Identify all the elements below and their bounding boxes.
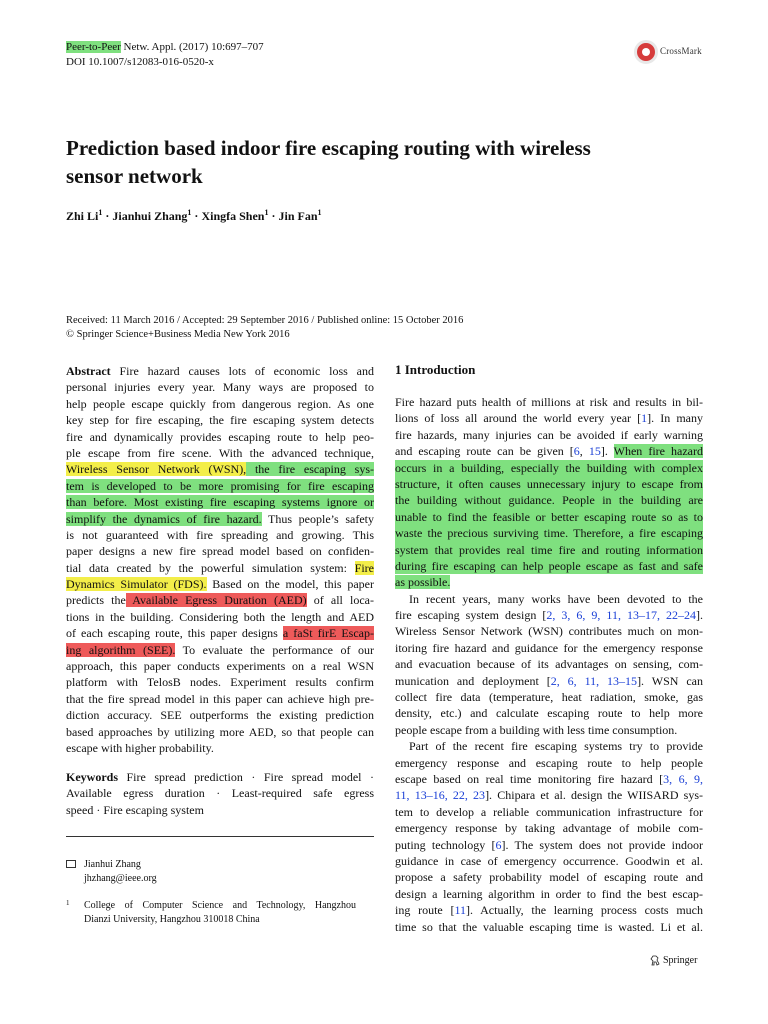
- highlight-green[interactable]: occurs in a building, especially the building with complex: [395, 460, 703, 475]
- abstract-text: predicts the: [66, 593, 126, 608]
- author-name[interactable]: Xingfa Shen: [201, 209, 265, 223]
- abstract-text: fire and dynamically provides escaping route to help peo-: [66, 429, 374, 444]
- highlight-green[interactable]: structure, it often causes unnecessary injury to escape from: [395, 476, 703, 491]
- abstract-text: tions in the building. Considering both the length and AED: [66, 609, 374, 624]
- journal-citation: [66, 40, 264, 55]
- abstract-text: platform with TelosB nodes. Experiment results confirm: [66, 675, 374, 690]
- abstract-text: paper designs a new fire spread model based on confiden-: [66, 544, 374, 559]
- highlight-red[interactable]: ing algorithm (SEE).: [66, 642, 176, 657]
- crossmark-badge[interactable]: [634, 40, 714, 64]
- highlight-green[interactable]: simplify the dynamics of fire hazard.: [66, 511, 262, 526]
- intro-text: density, etc.) and calculate escaping route to help more: [395, 706, 703, 721]
- author-separator: ·: [268, 209, 279, 223]
- intro-text: In recent years, many works have been devoted to the: [409, 591, 703, 606]
- intro-text: emergency response and escaping route to help people: [395, 755, 703, 770]
- affiliation-text: Dianzi University, Hangzhou 310018 China: [84, 914, 260, 925]
- intro-text: ]. In many: [647, 411, 704, 426]
- abstract-text: approach, this paper conducts experiments on a real WSN: [66, 659, 374, 674]
- author-name[interactable]: Jin Fan: [278, 209, 318, 223]
- citation-link[interactable]: 3, 6, 9,: [663, 771, 704, 786]
- crossmark-label: CrossMark: [660, 46, 702, 56]
- doi[interactable]: DOI 10.1007/s12083-016-0520-x: [66, 56, 214, 68]
- intro-text: Fire hazard puts health of millions at risk and results in bil-: [395, 395, 703, 409]
- highlight-yellow[interactable]: Wireless Sensor Network (WSN),: [66, 462, 247, 477]
- intro-text: guidance in case of emergency occurrence. Goodwin et al.: [395, 853, 703, 868]
- intro-text: escape based on real time monitoring fire hazard [: [395, 771, 664, 786]
- abstract-text: Based on the model, this paper: [206, 577, 375, 592]
- intro-text: collect fire data (temperature, heat radiation, smoke, gas: [395, 690, 703, 705]
- introduction-body: Fire hazard puts health of millions at risk and results in bil- lions of loss all around the world every year [1]. In many fire hazards, many injuries can be avoided if early warning and escaping route can be given [6, 15]. When fire hazard occurs in a building, especially the building with complex structure, it often causes unnecessary injury to escape from the building without guidance. People in the building are unable to find the feasible or better escaping route so as to waste the precious surviving time. Therefore, a fire escaping system that provides real time fire and routing information during fire escaping can help people escape as fast and safe as possible. In recent years, many works have been devoted to the fire escaping system design [2, 3, 6, 9, 11, 13–17, 22–24]. Wireless Sensor Network (WSN) contributes much on mon- itoring fire hazard and guidance for the emergency response and evacuation because of its advantages on sensing, com- munication and deployment [2, 6, 11, 13–15]. WSN can collect fire data (temperature, heat radiation, smoke, gas density, etc.) and calculate escaping route to help more people escape from a building with less time consumption. Part of the recent fire escaping systems try to provide emergency response and escaping route to help people escape based on real time monitoring fire hazard [3, 6, 9, 11, 13–16, 22, 23]. Chipara et al. design the WIISARD sys- tem to develop a reliable communication infrastructure for emergency response by taking advantage of mobile com- puting technology [6]. The system does not provide indoor guidance in case of emergency occurrence. Goodwin et al. propose a safety probability model of escaping route and design a learning algorithm in order to find the best escap- ing route [11]. Actually, the learning process costs much time so that the valuable escaping time is wasted. Li et al.: [395, 395, 704, 934]
- citation-link[interactable]: 15: [588, 444, 601, 459]
- author-name[interactable]: Zhi Li: [66, 209, 99, 223]
- citation-link[interactable]: 11: [454, 903, 467, 918]
- intro-text: emergency response by taking advantage of mobile com-: [395, 821, 703, 836]
- abstract-text: Fire hazard causes lots of economic loss and: [110, 364, 374, 378]
- publisher-logo: [650, 955, 697, 966]
- keywords-text: Available egress duration · Least-required safe egress: [66, 786, 374, 801]
- title-line: Prediction based indoor fire escaping routing with wireless: [66, 136, 591, 160]
- author-affil: 1: [317, 208, 322, 217]
- highlight-red[interactable]: a faSt firE Escap-: [282, 626, 374, 641]
- abstract-text: ple escape from fire scene. With the advanced technique,: [66, 445, 374, 460]
- keywords-text: speed · Fire escaping system: [66, 802, 204, 817]
- abstract-text: key step for fire escaping, the fire escaping system detects: [66, 413, 374, 428]
- intro-text: fire hazards, many injuries can be avoided if early warning: [395, 427, 703, 442]
- keywords-label: Keywords: [66, 770, 118, 784]
- highlight-green[interactable]: during fire escaping can help people escape as fast and safe: [395, 558, 703, 573]
- highlight-green[interactable]: waste the precious surviving time. Therefore, a fire escaping: [395, 526, 703, 541]
- highlight-green[interactable]: the building without guidance. People in the building are: [395, 493, 703, 508]
- keywords: [66, 769, 374, 818]
- intro-text: tem to develop a reliable communication infrastructure for: [395, 804, 703, 819]
- author-name[interactable]: Jianhui Zhang: [112, 209, 188, 223]
- intro-text: time so that the valuable escaping time is wasted. Li et al.: [395, 919, 703, 934]
- highlight-yellow[interactable]: Dynamics Simulator (FDS).: [66, 577, 207, 592]
- corresponding-email[interactable]: jhzhang@ieee.org: [84, 873, 157, 884]
- author-list: [66, 205, 322, 224]
- intro-text: itoring fire hazard and guidance for the emergency response: [395, 640, 703, 655]
- keywords-text: Fire spread prediction · Fire spread model ·: [118, 770, 374, 784]
- affiliation-number: 1: [66, 899, 70, 907]
- envelope-icon: [66, 860, 76, 868]
- highlight-green[interactable]: tem is developed to be more promising for fire escaping: [66, 478, 374, 493]
- intro-text: ].: [600, 444, 614, 459]
- highlight-green[interactable]: unable to find the feasible or better escaping route so as to: [395, 509, 703, 524]
- intro-text: people escape from a building with less time consumption.: [395, 722, 678, 737]
- abstract-text: tial data created by the powerful simulation system:: [66, 560, 355, 575]
- abstract-text: personal injuries every year. Many ways are proposed to: [66, 380, 374, 395]
- intro-text: propose a safety probability model of escaping route and: [395, 870, 703, 885]
- paper-title: [66, 134, 666, 190]
- highlight-green[interactable]: When fire hazard: [613, 444, 704, 459]
- publisher-name: Springer: [663, 955, 698, 966]
- abstract-text: based approaches by utilizing more AED, so that people can: [66, 724, 374, 739]
- highlight-green[interactable]: than before. Most existing fire escaping systems ignore or: [66, 495, 374, 510]
- author-affil: 1: [264, 208, 269, 217]
- springer-horse-icon: [650, 955, 660, 966]
- abstract-text: To evaluate the performance of our: [175, 642, 374, 657]
- intro-text: puting technology [: [395, 837, 496, 852]
- crossmark-icon: [634, 40, 658, 64]
- citation-link[interactable]: 2, 3, 6, 9, 11, 13–17, 22–24: [546, 608, 696, 623]
- affiliation-text: College of Computer Science and Technology, Hangzhou: [84, 900, 356, 911]
- abstract-text: help people escape quickly from dangerous region. As one: [66, 396, 374, 411]
- citation-link[interactable]: 2, 6, 11, 13–15: [550, 673, 638, 688]
- intro-text: ]. WSN can: [637, 673, 703, 688]
- intro-text: lions of loss all around the world every year [: [395, 411, 642, 426]
- abstract-text: of all loca-: [306, 593, 374, 608]
- citation-link[interactable]: 11, 13–16, 22, 23: [395, 788, 486, 803]
- abstract-text: diction accuracy. SEE outperforms the existing prediction: [66, 708, 374, 723]
- intro-text: Wireless Sensor Network (WSN) contributes much on mon-: [395, 624, 703, 639]
- abstract-text: of each escaping route, this paper designs: [66, 626, 283, 641]
- highlight-red[interactable]: Available Egress Duration (AED): [125, 593, 307, 608]
- author-separator: ·: [102, 209, 113, 223]
- publication-dates: Received: 11 March 2016 / Accepted: 29 September 2016 / Published online: 15 October 2016: [66, 315, 464, 326]
- title-line: sensor network: [66, 164, 203, 188]
- intro-text: fire escaping system design [: [395, 608, 547, 623]
- section-heading: 1 Introduction: [395, 362, 476, 377]
- abstract-label: Abstract: [66, 364, 111, 378]
- author-affil: 1: [98, 208, 103, 217]
- abstract-text: that the fire spread model in this paper can achieve high pre-: [66, 691, 374, 706]
- abstract-text: escape with higher probability.: [66, 740, 214, 755]
- intro-text: and evacuation because of its advantages on sensing, com-: [395, 657, 703, 672]
- citation-link[interactable]: 1: [641, 411, 648, 426]
- copyright-notice: © Springer Science+Business Media New York 2016: [66, 329, 290, 340]
- intro-text: ing route [: [395, 903, 455, 918]
- highlight-green[interactable]: system that provides real time fire and routing information: [395, 542, 703, 557]
- intro-text: munication and deployment [: [395, 673, 551, 688]
- abstract-text: Thus people’s safety: [261, 511, 374, 526]
- intro-text: ]. The system does not provide indoor: [501, 837, 703, 852]
- footnote-divider: [66, 836, 374, 837]
- intro-text: ].: [696, 608, 703, 623]
- abstract-text: is not guaranteed with fire spreading and growing. This: [66, 527, 374, 542]
- journal-name-link[interactable]: Peer-to-Peer: [66, 41, 121, 53]
- journal-volume: Netw. Appl. (2017) 10:697–707: [120, 41, 264, 53]
- intro-text: Part of the recent fire escaping systems try to provide: [409, 739, 703, 754]
- intro-text: ]. Actually, the learning process costs much: [466, 903, 703, 918]
- author-separator: ·: [191, 209, 202, 223]
- intro-text: ]. Chipara et al. design the WIISARD sys-: [485, 788, 703, 803]
- intro-text: and escaping route can be given [: [395, 444, 574, 459]
- abstract: [66, 363, 374, 756]
- citation-link[interactable]: 6: [573, 444, 580, 459]
- author-affil: 1: [187, 208, 192, 217]
- corresponding-name: Jianhui Zhang: [84, 859, 141, 870]
- highlight-green[interactable]: as possible.: [395, 575, 451, 590]
- intro-text: design a learning algorithm in order to find the best escap-: [395, 886, 703, 901]
- highlight-green[interactable]: the fire escaping sys-: [246, 462, 374, 477]
- highlight-yellow[interactable]: Fire: [354, 560, 374, 575]
- citation-link[interactable]: 6: [495, 837, 502, 852]
